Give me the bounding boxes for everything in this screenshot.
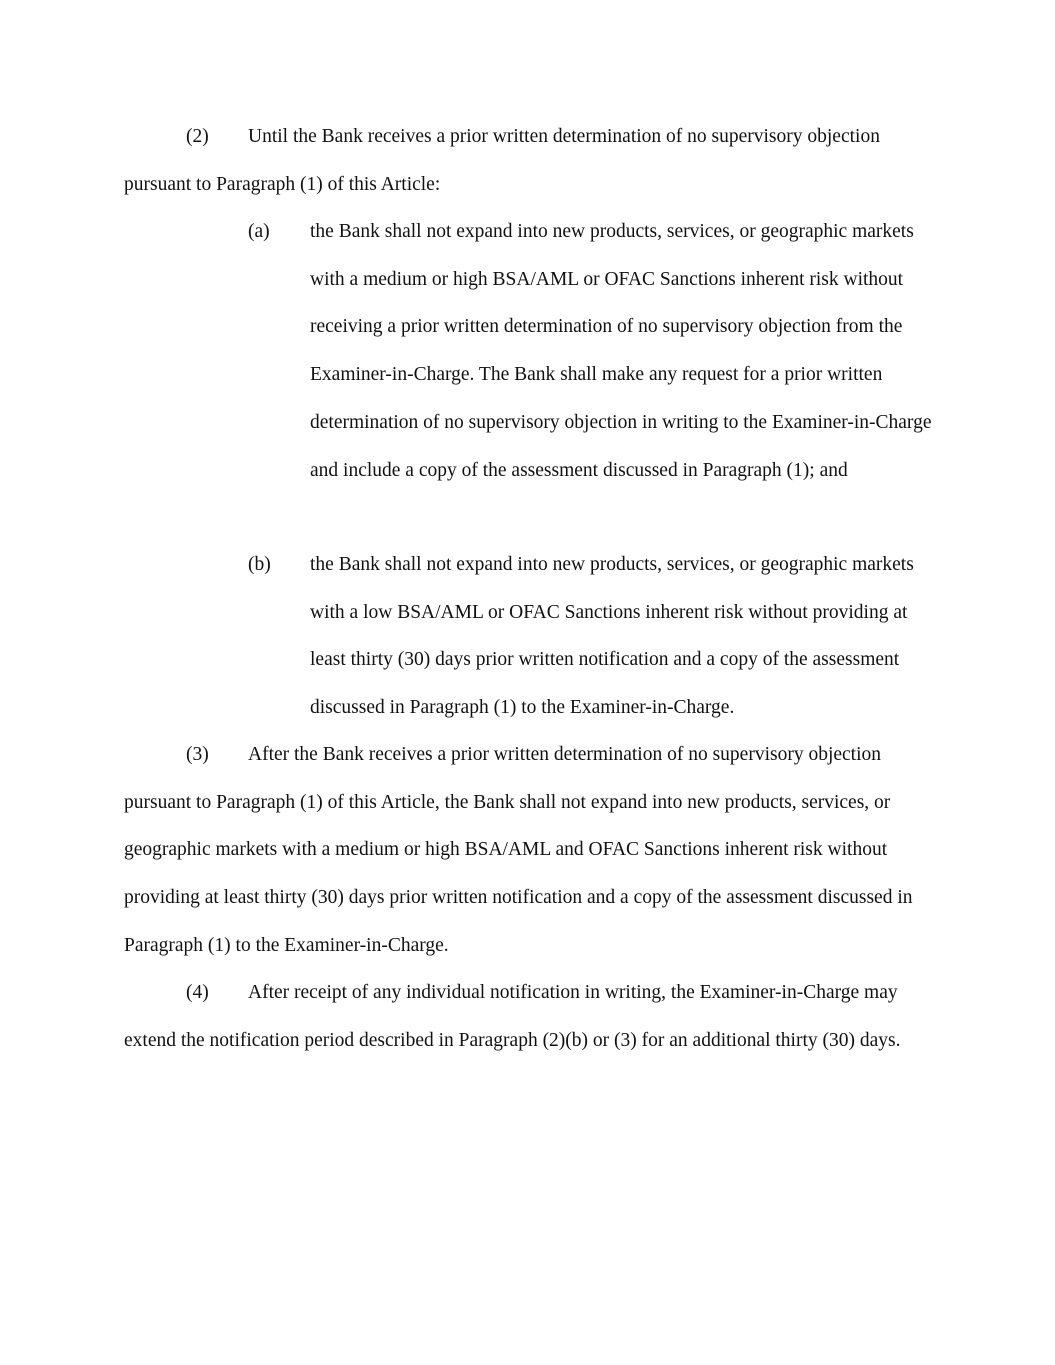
paragraph-number: (3) (186, 744, 209, 765)
paragraph-text: After the Bank receives a prior written determination of no supervisory objection pursuant to Paragraph (1) of this Article, the Bank shall not expand into new products, services, or geographic markets with a medium or high BSA/AML and OFAC Sanctions inherent risk without providing at least thirty (30) days prior written notification and a copy of the assessment discussed in Paragraph (1) to the Examiner-in-Charge. (124, 744, 913, 956)
subparagraph-text: the Bank shall not expand into new products, services, or geographic markets with a low BSA/AML or OFAC Sanctions inherent risk without providing at least thirty (30) days prior written notification and a copy of the assessment discussed in Paragraph (1) to the Examiner-in-Charge. (310, 554, 914, 719)
subparagraph-letter: (b) (248, 554, 271, 575)
subparagraph-letter: (a) (248, 221, 270, 242)
subparagraph-a (248, 208, 938, 494)
paragraph-number: (4) (186, 982, 209, 1003)
paragraph-4 (124, 969, 934, 1064)
paragraph-number: (2) (186, 126, 209, 147)
paragraph-text: Until the Bank receives a prior written determination of no supervisory objection pursuant to Paragraph (1) of this Article: (124, 126, 880, 195)
paragraph-2 (124, 113, 934, 208)
paragraph-text: After receipt of any individual notification in writing, the Examiner-in-Charge may extend the notification period described in Paragraph (2)(b) or (3) for an additional thirty (30) days. (124, 982, 901, 1051)
subparagraph-text: the Bank shall not expand into new products, services, or geographic markets with a medium or high BSA/AML or OFAC Sanctions inherent risk without receiving a prior written determination of no supervisory objection from the Examiner-in-Charge. The Bank shall make any request for a prior written determination of no supervisory objection in writing to the Examiner-in-Charge and include a copy of the assessment discussed in Paragraph (1); and (310, 221, 932, 481)
paragraph-3 (124, 731, 934, 970)
subparagraph-b (248, 541, 938, 732)
